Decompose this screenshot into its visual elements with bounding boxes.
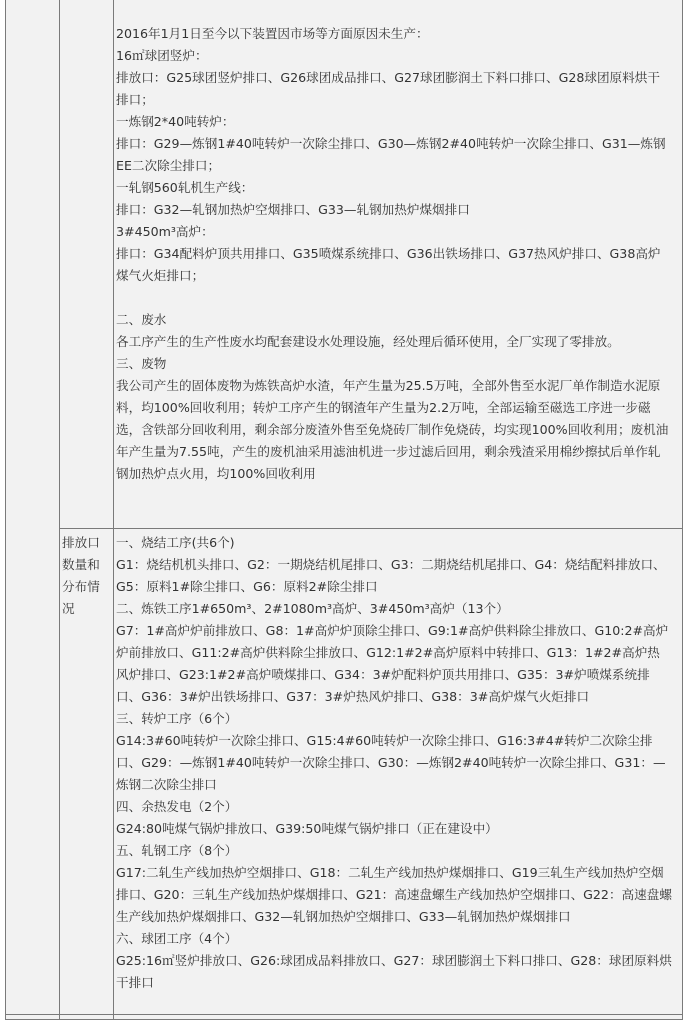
heading-waste: 三、废物	[116, 356, 167, 371]
text-line: G25:16㎡竖炉排放口、G26:球团成品料排放口、G27：球团膨润土下料口排口、G28：球团原料烘干排口	[116, 953, 672, 990]
label-line: 排放口	[62, 535, 100, 550]
text-line: 16㎡球团竖炉：	[116, 48, 208, 63]
text-line: 排口：G32—轧钢加热炉空烟排口、G33—轧钢加热炉煤烟排口	[116, 202, 470, 217]
row-divider-1	[59, 528, 682, 529]
row-label-outlet-distribution	[62, 532, 110, 620]
label-line: 分布情	[62, 579, 100, 594]
text-line: G7：1#高炉炉前排放口、G8：1#高炉炉顶除尘排口、G9:1#高炉供料除尘排放口、G10:2#高炉炉前排放口、G11:2#高炉供料除尘排放口、G12:1#2#高炉原料中转排口、G13：1#2#高炉热风炉排口、G23:1#2#高炉喷煤排口、G34：3#炉配料炉顶共用排口、G35：3#炉喷煤系统排口、G36：3#炉出铁场排口、G37：3#炉热风炉排口、G38：3#高炉煤气火炬排口	[116, 623, 669, 704]
text-line: G1：烧结机机头排口、G2：一期烧结机尾排口、G3：二期烧结机尾排口、G4：烧结配料排放口、G5：原料1#除尘排口、G6：原料2#除尘排口	[116, 557, 666, 594]
text-line: 一轧钢560轧机生产线：	[116, 180, 254, 195]
heading-ironmaking: 二、炼铁工序1#650m³、2#1080m³高炉、3#450m³高炉（13个）	[116, 601, 509, 616]
outlet-distribution-cell	[116, 532, 672, 994]
column-divider-2	[113, 0, 114, 1019]
text-line: G14:3#60吨转炉一次除尘排口、G15:4#60吨转炉一次除尘排口、G16:3#4#转炉二次除尘排口、G29：—炼钢1#40吨转炉一次除尘排口、G30：—炼钢2#40吨转炉一次除尘排口、G31：—炼钢二次除尘排口	[116, 733, 666, 792]
heading-rolling: 五、轧钢工序（8个）	[116, 843, 238, 858]
heading-waste-heat: 四、余热发电（2个）	[116, 799, 238, 814]
label-line: 况	[62, 601, 75, 616]
heading-sintering: 一、烧结工序(共6个)	[116, 535, 235, 550]
text-line: 排口：G34配料炉顶共用排口、G35喷煤系统排口、G36出铁场排口、G37热风炉排口、G38高炉煤气火炬排口；	[116, 246, 661, 283]
text-line: G17:二轧生产线加热炉空烟排口、G18：二轧生产线加热炉煤烟排口、G19三轧生产线加热炉空烟排口、G20：三轧生产线加热炉煤烟排口、G21：高速盘螺生产线加热炉空烟排口、G22：高速盘螺生产线加热炉煤烟排口、G32—轧钢加热炉空烟排口、G33—轧钢加热炉煤烟排口	[116, 865, 672, 924]
row-divider-2	[6, 1014, 682, 1015]
text-line: 排放口：G25球团竖炉排口、G26球团成品排口、G27球团膨润土下料口排口、G28球团原料烘干排口；	[116, 70, 660, 107]
heading-converter: 三、转炉工序（6个）	[116, 711, 238, 726]
text-line: G24:80吨煤气锅炉排放口、G39:50吨煤气锅炉排口（正在建设中）	[116, 821, 498, 836]
blank-line	[116, 287, 672, 309]
label-line: 数量和	[62, 557, 100, 572]
text-line: 各工序产生的生产性废水均配套建设水处理设施，经处理后循环使用，全厂实现了零排放。	[116, 334, 620, 349]
text-line: 一炼钢2*40吨转炉：	[116, 114, 235, 129]
text-line: 我公司产生的固体废物为炼铁高炉水渣，年产生量为25.5万吨，全部外售至水泥厂单作制造水泥原料，均100%回收利用；转炉工序产生的钢渣年产生量为2.2万吨，全部运输至磁选工序进一步磁选，含铁部分回收利用，剩余部分废渣外售至免烧砖厂制作免烧砖，均实现100%回收利用；废机油年产生量为7.55吨，产生的废机油采用滤油机进一步过滤后回用，剩余残渣采用棉纱擦拭后单作轧钢加热炉点火用，均100%回收利用	[116, 378, 669, 481]
heading-pellet: 六、球团工序（4个）	[116, 931, 238, 946]
text-line: 3#450m³高炉：	[116, 224, 214, 239]
text-line: 2016年1月1日至今以下装置因市场等方面原因未生产：	[116, 26, 429, 41]
pollution-description-cell	[116, 23, 672, 485]
heading-wastewater: 二、废水	[116, 312, 167, 327]
text-line: 排口：G29—炼钢1#40吨转炉一次除尘排口、G30—炼钢2#40吨转炉一次除尘排口、G31—炼钢EE二次除尘排口；	[116, 136, 666, 173]
column-divider-1	[59, 0, 60, 1019]
